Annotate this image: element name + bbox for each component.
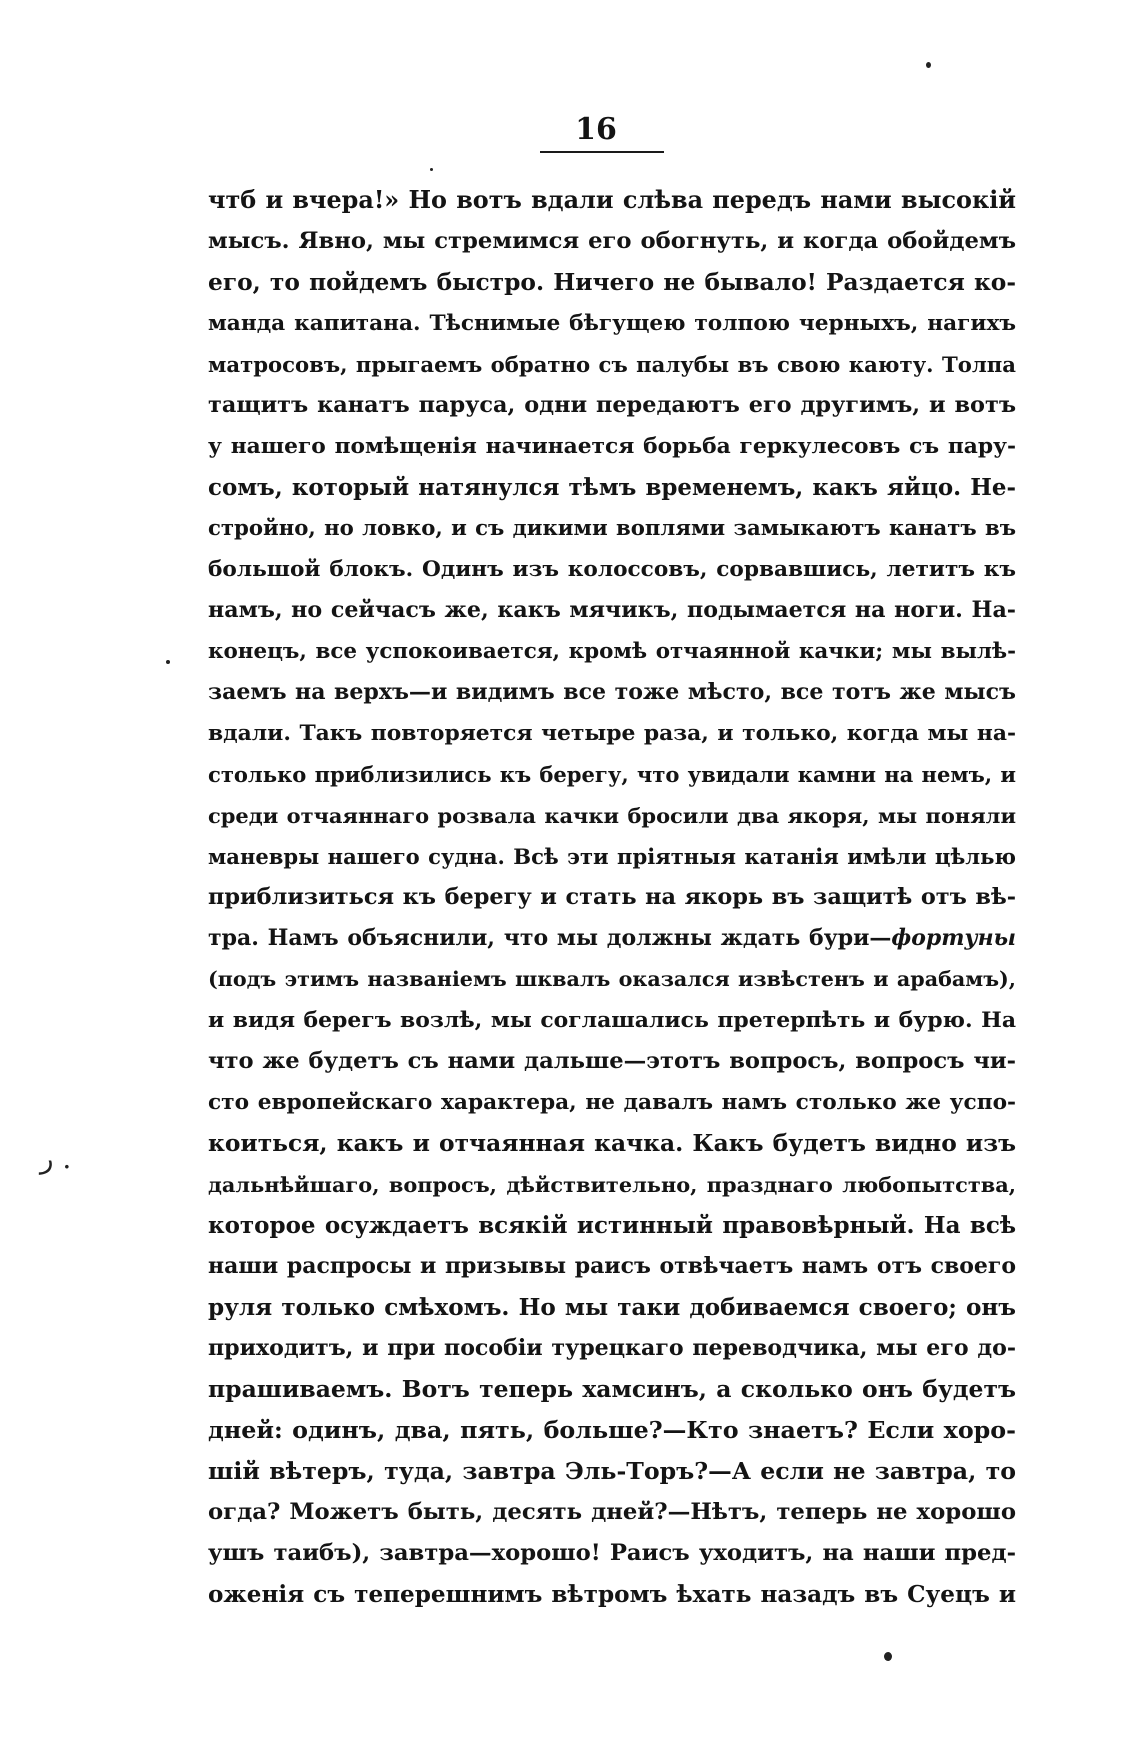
text-line: чтб и вчера!» Но вотъ вдали слѣва передъ нами высокій bbox=[208, 186, 1016, 214]
text-line: коиться, какъ и отчаянная качка. Какъ будетъ видно изъ bbox=[208, 1129, 1016, 1157]
text-line: шій вѣтеръ, туда, завтра Эль-Торъ?—А если не завтра, то bbox=[208, 1457, 1016, 1485]
body-text bbox=[208, 180, 1016, 1615]
text-line: манда капитана. Тѣснимые бѣгущею толпою черныхъ, нагихъ bbox=[208, 311, 1016, 336]
text-line: приблизиться къ берегу и стать на якорь въ защитѣ отъ вѣ- bbox=[208, 884, 1016, 910]
text-line: мысъ. Явно, мы стремимся его обогнуть, и когда обойдемъ bbox=[208, 228, 1016, 254]
text-line: прашиваемъ. Вотъ теперь хамсинъ, а сколько онъ будетъ bbox=[208, 1375, 1016, 1403]
text-line: намъ, но сейчасъ же, какъ мячикъ, подымается на ноги. На- bbox=[208, 597, 1016, 623]
text-line: оженія съ теперешнимъ вѣтромъ ѣхать назадъ въ Суецъ и bbox=[208, 1581, 1016, 1608]
text-line: стройно, но ловко, и съ дикими воплями замыкаютъ канатъ въ bbox=[208, 516, 1016, 541]
text-line: руля только смѣхомъ. Но мы таки добиваемся своего; онъ bbox=[208, 1294, 1016, 1321]
ink-speck bbox=[430, 168, 433, 171]
text-line: приходитъ, и при пособіи турецкаго переводчика, мы его до- bbox=[208, 1335, 1016, 1361]
ink-speck bbox=[926, 62, 931, 68]
text-line: вдали. Такъ повторяется четыре раза, и только, когда мы на- bbox=[208, 721, 1016, 746]
text-line: ушъ таибъ), завтра—хорошо! Раисъ уходитъ, на наши пред- bbox=[208, 1540, 1016, 1566]
italic-word: фортуны bbox=[891, 925, 1016, 951]
margin-mark: ر . bbox=[40, 1142, 72, 1175]
text-line: матросовъ, прыгаемъ обратно съ палубы въ свою каюту. Толпа bbox=[208, 352, 1016, 377]
text-line: среди отчаяннаго розвала качки бросили два якоря, мы поняли bbox=[208, 803, 1016, 828]
text-line: что же будетъ съ нами дальше—этотъ вопросъ, вопросъ чи- bbox=[208, 1048, 1016, 1074]
text-line: столько приблизились къ берегу, что увидали камни на немъ, и bbox=[208, 762, 1016, 787]
text-line: сомъ, который натянулся тѣмъ временемъ, какъ яйцо. Не- bbox=[208, 474, 1016, 501]
header-rule bbox=[540, 151, 664, 153]
text-line: у нашего помѣщенія начинается борьба геркулесовъ съ пару- bbox=[208, 434, 1016, 459]
text-line: (подъ этимъ названіемъ шквалъ оказался извѣстенъ и арабамъ), bbox=[208, 967, 1016, 991]
text-line: тащитъ канатъ паруса, одни передаютъ его другимъ, и вотъ bbox=[208, 392, 1016, 418]
text-line: дней: одинъ, два, пять, больше?—Кто знаетъ? Если хоро- bbox=[208, 1416, 1016, 1444]
ink-speck bbox=[884, 1652, 892, 1661]
text-line: маневры нашего судна. Всѣ эти пріятныя катанія имѣли цѣлью bbox=[208, 844, 1016, 869]
text-line: сто европейскаго характера, не давалъ намъ столько же успо- bbox=[208, 1090, 1016, 1115]
text-line: большой блокъ. Одинъ изъ колоссовъ, сорвавшись, летитъ къ bbox=[208, 557, 1016, 582]
text-line-with-italic bbox=[208, 918, 1016, 959]
text-line: наши распросы и призывы раисъ отвѣчаетъ намъ отъ своего bbox=[208, 1253, 1016, 1279]
page-number: 16 bbox=[575, 112, 617, 147]
ink-speck bbox=[166, 660, 170, 664]
text-line: дальнѣйшаго, вопросъ, дѣйствительно, празднаго любопытства, bbox=[208, 1172, 1016, 1197]
text-line: конецъ, все успокоивается, кромѣ отчаянной качки; мы вылѣ- bbox=[208, 639, 1016, 664]
text-line: огда? Можетъ быть, десять дней?—Нѣтъ, теперь не хорошо bbox=[208, 1499, 1016, 1525]
text-line: заемъ на верхъ—и видимъ все тоже мѣсто, все тотъ же мысъ bbox=[208, 679, 1016, 705]
text-segment: тра. Намъ объяснили, что мы должны ждать бури— bbox=[208, 925, 892, 951]
text-line: его, то пойдемъ быстро. Ничего не бывало! Раздается ко- bbox=[208, 269, 1016, 296]
text-line: и видя берегъ возлѣ, мы соглашались претерпѣть и бурю. На bbox=[208, 1007, 1016, 1033]
text-line: которое осуждаетъ всякій истинный правовѣрный. На всѣ bbox=[208, 1212, 1016, 1239]
